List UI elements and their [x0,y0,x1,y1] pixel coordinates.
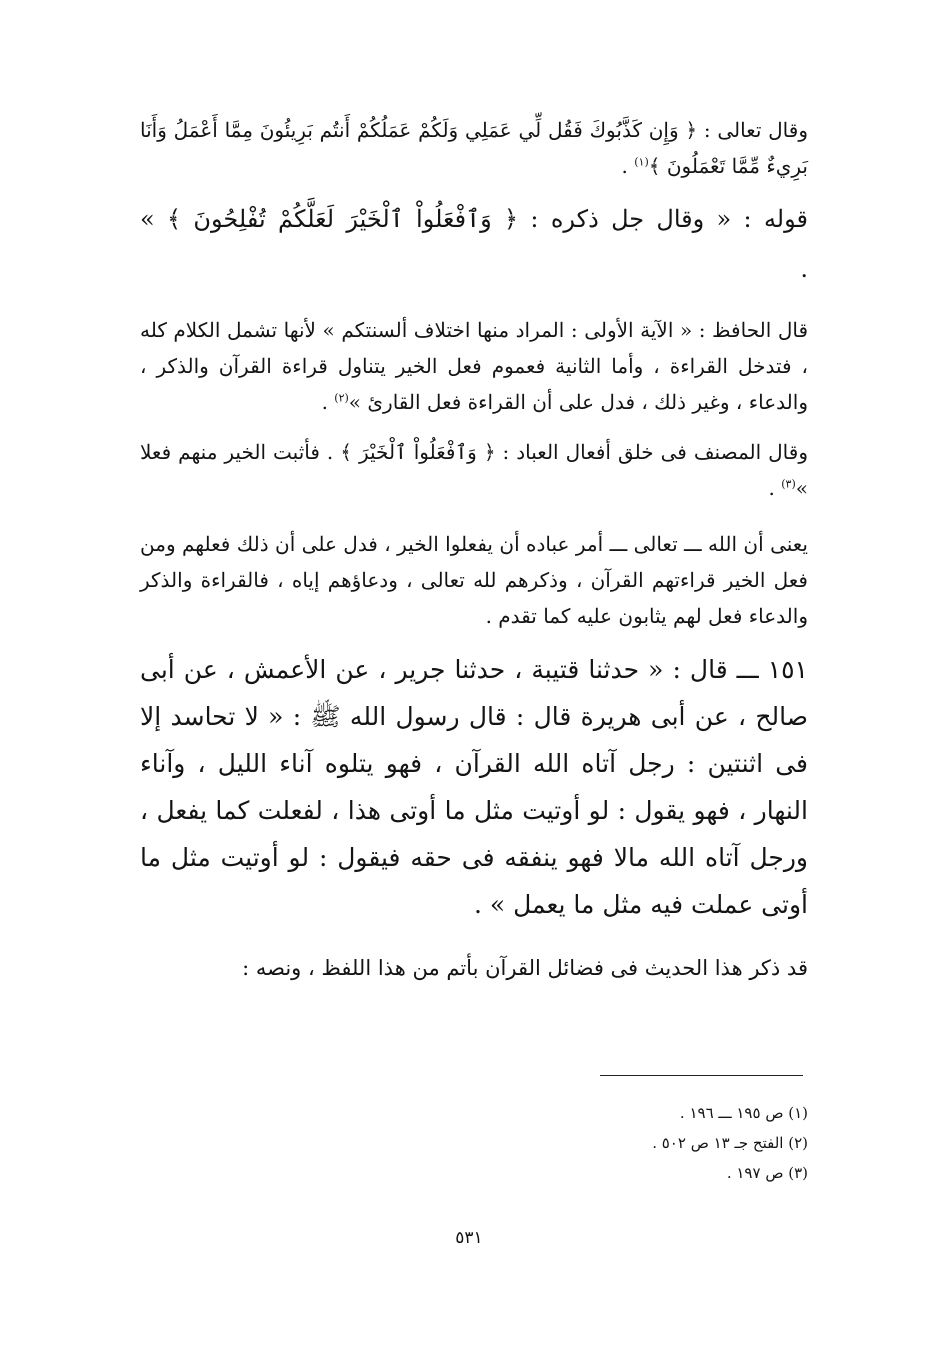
paragraph-verse-heading [140,194,808,294]
paragraph-author-quote [140,434,808,506]
footnote-ref: (٣) [781,477,796,491]
paragraph-hafiz-commentary [140,312,808,420]
footnotes [508,1098,808,1188]
paragraph-text: قوله : « وقال جل ذكره : ﴿ وَٱفْعَلُواْ ٱلْخَيْرَ لَعَلَّكُمْ تُفْلِحُونَ ﴾ » . [140,205,808,283]
page-number: ٥٣١ [455,1228,483,1248]
footnote-divider [600,1075,803,1076]
paragraph-text: وقال تعالى : ﴿ وَإِن كَذَّبُوكَ فَقُل لِّي عَمَلِي وَلَكُمْ عَمَلُكُمْ أَنتُم بَرِيئُونَ مِمَّا أَعْمَلُ وَأَنَا بَرِيءٌ مِّمَّا تَعْمَلُونَ ﴾ [140,118,808,178]
paragraph-tail: . [768,476,782,500]
paragraph-text: وقال المصنف فى خلق أفعال العباد : ﴿ وَٱفْعَلُواْ ٱلْخَيْرَ ﴾ . فأثبت الخير منهم فعلا » [140,440,808,500]
paragraph-closing [140,948,808,988]
paragraph-text: ١٥١ ـــ قال : « حدثنا قتيبة ، حدثنا جرير ، عن الأعمش ، عن أبى صالح ، عن أبى هريرة قال : قال رسول الله ﷺ : « لا تحاسد إلا فى اثنتين : رجل آتاه الله القرآن ، فهو يتلوه آناء الليل ، وآناء النهار ، فهو يقول : لو أوتيت مثل ما أوتى هذا ، لفعلت كما يفعل ، ورجل آتاه الله مالا فهو ينفقه فى حقه فيقول : لو أوتيت مثل ما أوتى عملت فيه مثل ما يعمل » . [140,655,808,919]
footnote-ref: (١) [634,155,649,169]
footnote-1: (١) ص ١٩٥ ـــ ١٩٦ . [679,1104,808,1122]
paragraph-explanation [140,526,808,634]
paragraph-tail: . [621,154,635,178]
page-body [140,112,808,988]
paragraph-text: يعنى أن الله ـــ تعالى ـــ أمر عباده أن يفعلوا الخير ، فدل على أن ذلك فعلهم ومن فعل الخير قراءتهم القرآن ، وذكرهم لله تعالى ، ودعاؤهم إياه ، فالقراءة والذكر والدعاء فعل لهم يثابون عليه كما تقدم . [140,532,808,628]
paragraph-tail: . [321,390,335,414]
footnote-2: (٢) الفتح جـ ١٣ ص ٥٠٢ . [652,1134,808,1152]
paragraph-verse-quote [140,112,808,184]
footnote-ref: (٢) [334,391,349,405]
footnote-3: (٣) ص ١٩٧ . [726,1164,808,1182]
paragraph-text: قال الحافظ : « الآية الأولى : المراد منها اختلاف ألسنتكم » لأنها تشمل الكلام كله ، فتدخل القراءة ، وأما الثانية فعموم فعل الخير يتناول قراءة القرآن والذكر ، والدعاء ، وغير ذلك ، فدل على أن القراءة فعل القارئ » [140,318,808,414]
paragraph-text: قد ذكر هذا الحديث فى فضائل القرآن بأتم من هذا اللفظ ، ونصه : [242,956,808,980]
paragraph-hadith-151 [140,646,808,928]
